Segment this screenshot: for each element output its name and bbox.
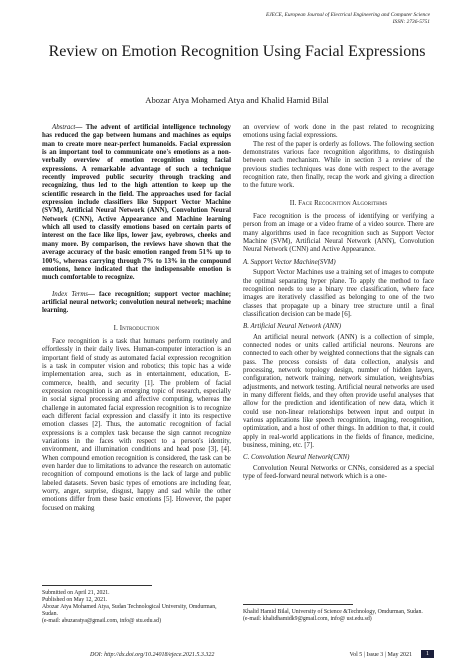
doi-link[interactable]: DOI: http://dx.doi.org/10.24018/ejece.2021.5.3.322 (90, 652, 215, 658)
index-terms-label: Index Terms (52, 290, 88, 298)
paper-authors: Abozar Atya Mohamed Atya and Khalid Hamid Bilal (145, 95, 329, 105)
journal-header (266, 12, 430, 26)
index-terms-text: — face recognition; support vector machine; artificial neural network; convolution neural network; machine learning. (42, 290, 231, 315)
abstract-label: Abstract (52, 124, 76, 131)
right-paragraph-2: The rest of the paper is orderly as follows. The following section demonstrates various face recognition algorithms, to distinguish between each mechanism. While in section 3 a review of the previous studies techniques was done with respect to the average recognition rate, then finally, recap the work and giving a direction to the future work. (243, 140, 434, 190)
abstract-text: — The advent of artificial intelligence technology has reduced the gap between humans and machines as equips man to create more near-perfect humanoids. Facial expression is an important tool to communicate one's emotions as a non-verbally overview of emotion recognition using facial expressions. A remarkable advantage of such a technique recently improved public security through tracking and recognizing, thus led to the high attention to keep up the scientific research in the field. The approaches used for facial expression include classifiers like Support Vector Machine (SVM), Artificial Neural Network (ANN), Convolution Neural Network (CNN), Active Appearance and Machine learning which all used to classify emotions based on certain parts of interest on the face like lips, lower jaw, eyebrows, cheeks and many more. By comparison, the reviews have shown that the average accuracy of the basic emotion ranged from 51% up to 100%, whereas carrying through 7% to 13% in the compound emotions, hence indicated that the indispensable emotion is much comfortable to recognize. (42, 124, 231, 282)
footnote-submitted: Submitted on April 21, 2021. (42, 590, 110, 596)
right-paragraph-1: an overview of work done in the past related to recognizing emotions using facial expressions. (243, 124, 434, 140)
intro-paragraph: Face recognition is a task that humans perform routinely and effortlessly in their daily lives. Human-computer interaction is an important field of study as automated facial expression recognition is a task in computer vision and robotics; this topic has a wide implementation area, such as in entertainment, education, E-commerce, health, and security [1]. The problem of facial expression recognition is an emerging topic of research, especially in social signal processing and affective computing, whereas the challenge in automated facial expression recognition is to recognize each different facial expression and classify it into its respective emotion classes [2]. Thus, the automatic recognition of facial expressions is a complex task because the sign cannot recognize variations in the faces with respect to a person's identity, environment, and illumination conditions and head pose [3], [4]. When compound emotion recognition is considered, the task can be even harder due to limitations to advance the research on automatic recognition of compound emotions is the lack of large and public labeled datasets. Seven basic types of emotions are including fear, worry, anger, surprise, disgust, happy and sad while the other emotions differ from these basic emotions [5]. However, the paper focused on making (42, 337, 231, 512)
section-2-paragraph: Face recognition is the process of identifying or verifying a person from an image or a video frame of a video source. There are many algorithms used in face recognition such as Support Vector Machine (SVM), Artificial Neural Network (ANN), Convolution Neural Network (CNN) and Active Appearance. (243, 213, 434, 254)
subsection-heading-cnn: C. Convolution Neural Network(CNN) (243, 454, 350, 462)
ann-paragraph: An artificial neural network (ANN) is a collection of simple, connected nodes or units called artificial neurons. Neurons are connected to each other by weighted connections that the signals can pass. The process consists of data collection, analysis and processing, network topology design, number of hidden layers, configuration, network training, network simulation, weights/bias adjustments, and network testing. Artificial neural networks are used in many different fields, and they often provide useful analyses that allow for the prediction and identification of new data, which it could use non-linear relationships between input and output in various applications like speech recognition, imaging, recognition, optimization, and a host of other things. In addition to that, it could apply in real-world applications in the fields of finance, medicine, business, mining, etc. [7]. (243, 333, 434, 450)
index-terms (42, 291, 231, 316)
paper-title: Review on Emotion Recognition Using Facial Expressions (48, 43, 426, 60)
volume-info: Vol 5 | Issue 3 | May 2021 (349, 652, 412, 658)
footnote-rule-left (42, 585, 152, 586)
footnote-email-2: (e-mail: khalidhamidk9@gmail.com, info@ ust.edu.sd) (243, 616, 372, 622)
footnote-author-1: Abozar Atya Mohamed Atya, Sudan Technological University, Omdurman, Sudan. (42, 604, 217, 617)
journal-issn: ISSN: 2736-5751 (392, 19, 430, 25)
abstract (42, 124, 231, 283)
journal-name: EJECE, European Journal of Electrical Engineering and Computer Science (265, 12, 430, 18)
cnn-paragraph: Convolution Neural Networks or CNNs, considered as a special type of feed-forward neural network which is a one- (243, 464, 434, 481)
section-heading-intro: I. Introduction (113, 324, 160, 332)
footnote-email-1: (e-mail: abuzaratya@gmail.com, info@ stu.edu.sd) (42, 618, 162, 624)
subsection-heading-svm: A. Support Vector Machine(SVM) (243, 258, 336, 266)
subsection-heading-ann: B. Artificial Neural Network (ANN) (243, 323, 342, 331)
right-column (243, 124, 434, 481)
footnote-published: Published on May 12, 2021. (42, 597, 108, 603)
footnote-left (42, 590, 231, 625)
footnote-right (243, 609, 434, 623)
footnote-author-2: Khalid Hamid Bilal, University of Science &Technology, Omdurman, Sudan. (243, 609, 423, 615)
left-column (42, 124, 231, 513)
svm-paragraph: Support Vector Machines use a training set of images to compute the optimal separating hyper plane. To apply the method to face recognition needs to use a binary tree classification, where face images are iteratively classified as belonging to one of the two classes that propagate up a binary tree structure until a final classification decision can be made [6]. (243, 269, 434, 318)
footnote-rule-right (243, 604, 353, 605)
page-number: 1 (421, 650, 434, 658)
section-heading-2: II. Face Recognition Algorithms (289, 199, 388, 207)
